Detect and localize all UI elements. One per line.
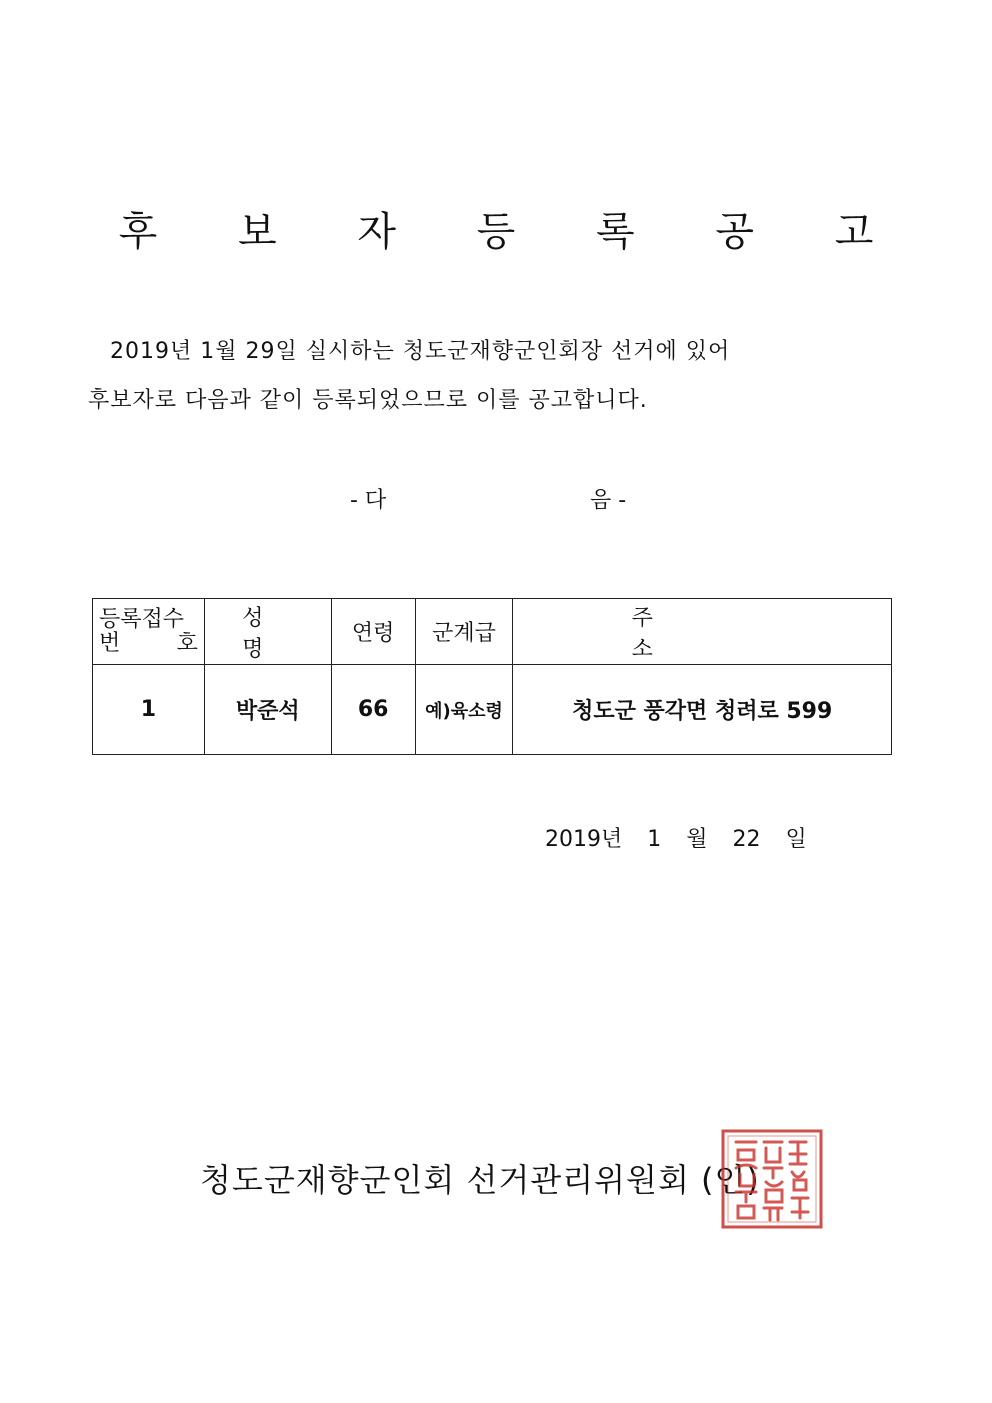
subheading-right: 음 -: [590, 488, 627, 513]
notice-paragraph-line-1: 2019년 1월 29일 실시하는 청도군재향군인회장 선거에 있어: [110, 339, 731, 364]
cell-age: 66: [331, 665, 415, 755]
organization-signature: 청도군재향군인회 선거관리위원회 (인): [200, 1161, 760, 1199]
header-name-label: 성 명: [242, 605, 294, 662]
seal-glyph-3: [736, 1142, 756, 1218]
document-title: 후 보 자 등 록 공 고: [118, 209, 908, 255]
notice-date: 2019년 1 월 22 일: [545, 827, 807, 852]
header-registration-number-line-2: 번 호: [99, 630, 198, 656]
candidate-table: [92, 598, 892, 755]
cell-rank: 예)육소령: [415, 665, 513, 755]
header-age: 연령: [331, 599, 415, 665]
header-name: [204, 599, 331, 665]
cell-number: 1: [93, 665, 205, 755]
official-seal-stamp: [720, 1128, 824, 1230]
seal-glyph-1: [790, 1142, 808, 1218]
header-registration-number: [93, 599, 205, 665]
header-address: [513, 599, 892, 665]
header-rank: 군계급: [415, 599, 513, 665]
header-registration-number-line-1: 등록접수: [99, 606, 185, 632]
seal-glyph-2: [764, 1142, 782, 1220]
header-address-label: 주 소: [631, 605, 773, 662]
notice-paragraph-line-2: 후보자로 다음과 같이 등록되었으므로 이를 공고합니다.: [88, 388, 648, 413]
cell-address: 청도군 풍각면 청려로 599: [513, 665, 892, 755]
table-header-row: [93, 599, 892, 665]
table-row: [93, 665, 892, 755]
cell-name: 박준석: [204, 665, 331, 755]
subheading-left: - 다: [350, 488, 387, 513]
